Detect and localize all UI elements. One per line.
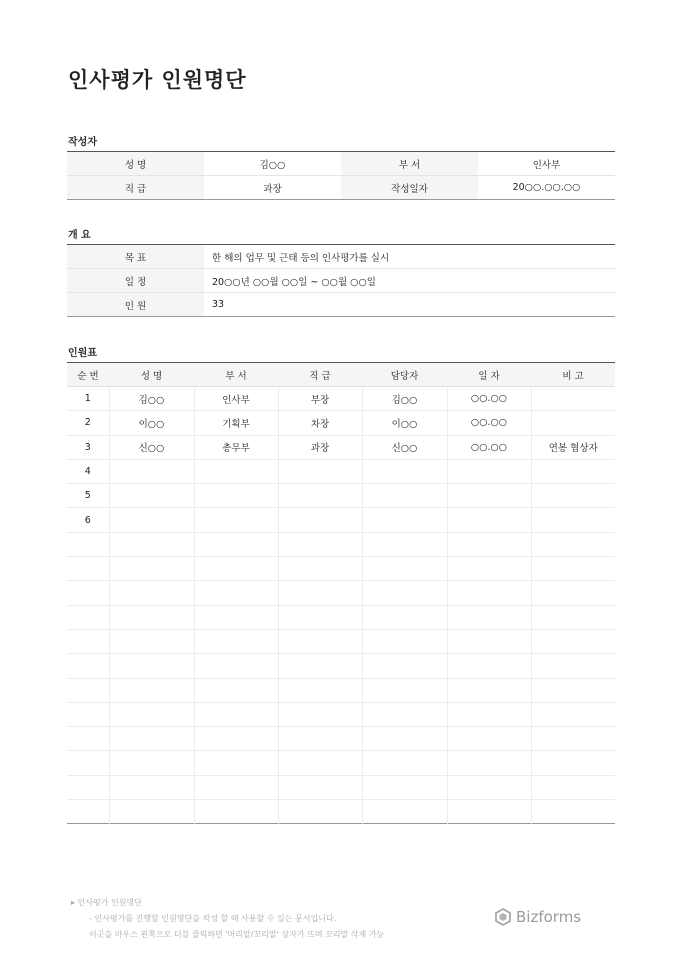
manager-cell (362, 727, 447, 751)
note-cell (531, 557, 615, 581)
seq-cell (67, 678, 109, 702)
note-cell (531, 532, 615, 556)
rank-cell (278, 629, 362, 653)
dept-cell: 인사부 (194, 387, 278, 411)
name-cell (109, 702, 194, 726)
name-cell (109, 605, 194, 629)
rank-cell (278, 702, 362, 726)
overview-row (67, 269, 615, 293)
dept-cell (194, 557, 278, 581)
author-section-label: 작성자 (68, 137, 97, 148)
date-cell (447, 484, 531, 508)
footer-description: - 인사평가를 진행할 인원명단을 작성 할 때 사용할 수 있는 문서입니다. (89, 914, 337, 923)
note-cell (531, 678, 615, 702)
table-row (67, 484, 615, 508)
footer-note (71, 895, 384, 943)
name-cell: 김○○ (109, 387, 194, 411)
dept-cell (194, 751, 278, 775)
seq-cell (67, 605, 109, 629)
manager-cell: 신○○ (362, 435, 447, 459)
manager-cell (362, 581, 447, 605)
overview-table (67, 244, 615, 317)
dept-cell (194, 581, 278, 605)
rank-cell (278, 654, 362, 678)
manager-cell (362, 484, 447, 508)
table-row (67, 581, 615, 605)
name-cell (109, 508, 194, 532)
date-cell (447, 800, 531, 824)
seq-cell (67, 581, 109, 605)
author-date-label: 작성일자 (341, 176, 478, 200)
table-row (67, 435, 615, 459)
seq-cell (67, 629, 109, 653)
bizforms-logo-text: Bizforms (516, 908, 582, 926)
dept-cell (194, 508, 278, 532)
date-cell (447, 508, 531, 532)
manager-cell (362, 702, 447, 726)
overview-section-label: 개 요 (68, 230, 91, 241)
personnel-table (67, 362, 615, 824)
name-cell (109, 459, 194, 483)
header-rank: 직 급 (278, 363, 362, 387)
date-cell (447, 459, 531, 483)
note-cell (531, 751, 615, 775)
note-cell (531, 702, 615, 726)
table-row (67, 411, 615, 435)
table-row (67, 751, 615, 775)
dept-cell (194, 459, 278, 483)
bizforms-logo-icon (494, 908, 512, 926)
table-row (67, 508, 615, 532)
name-cell (109, 775, 194, 799)
name-cell (109, 581, 194, 605)
seq-cell (67, 775, 109, 799)
date-cell (447, 557, 531, 581)
bizforms-logo (494, 908, 581, 926)
overview-row (67, 245, 615, 269)
rank-cell (278, 678, 362, 702)
note-cell (531, 459, 615, 483)
note-cell (531, 387, 615, 411)
overview-row (67, 293, 615, 317)
dept-cell (194, 678, 278, 702)
note-cell (531, 581, 615, 605)
table-row (67, 532, 615, 556)
rank-cell (278, 557, 362, 581)
dept-cell (194, 702, 278, 726)
note-cell: 연봉 협상자 (531, 435, 615, 459)
date-cell (447, 581, 531, 605)
table-row (67, 727, 615, 751)
date-cell: ○○.○○ (447, 435, 531, 459)
date-cell (447, 605, 531, 629)
header-date: 일 자 (447, 363, 531, 387)
rank-cell (278, 727, 362, 751)
overview-headcount-label: 인 원 (67, 293, 204, 317)
seq-cell: 5 (67, 484, 109, 508)
table-row (67, 775, 615, 799)
rank-cell (278, 581, 362, 605)
date-cell (447, 532, 531, 556)
name-cell (109, 557, 194, 581)
name-cell (109, 484, 194, 508)
note-cell (531, 654, 615, 678)
note-cell (531, 629, 615, 653)
name-cell (109, 532, 194, 556)
author-dept-value: 인사부 (478, 152, 615, 176)
manager-cell: 이○○ (362, 411, 447, 435)
seq-cell: 6 (67, 508, 109, 532)
table-row (67, 678, 615, 702)
name-cell (109, 727, 194, 751)
table-header-row (67, 363, 615, 387)
header-dept: 부 서 (194, 363, 278, 387)
rank-cell (278, 484, 362, 508)
dept-cell (194, 775, 278, 799)
author-name-label: 성 명 (67, 152, 204, 176)
dept-cell (194, 654, 278, 678)
date-cell (447, 775, 531, 799)
seq-cell: 4 (67, 459, 109, 483)
manager-cell: 김○○ (362, 387, 447, 411)
overview-schedule-value: 20○○년 ○○월 ○○일 ~ ○○월 ○○일 (204, 269, 615, 293)
seq-cell: 1 (67, 387, 109, 411)
manager-cell (362, 532, 447, 556)
table-row (67, 557, 615, 581)
overview-headcount-value: 33 (204, 293, 615, 317)
author-rank-value: 과장 (204, 176, 341, 200)
seq-cell: 2 (67, 411, 109, 435)
manager-cell (362, 629, 447, 653)
table-row (67, 702, 615, 726)
list-section-label: 인원표 (68, 348, 97, 359)
name-cell: 이○○ (109, 411, 194, 435)
footer-instruction: 이곳을 마우스 왼쪽으로 더블 클릭하면 '머리말/꼬리말' 상자가 뜨며 꼬리말 삭제 가능 (89, 930, 385, 939)
manager-cell (362, 678, 447, 702)
date-cell (447, 751, 531, 775)
table-row (67, 605, 615, 629)
manager-cell (362, 800, 447, 824)
manager-cell (362, 775, 447, 799)
header-note: 비 고 (531, 363, 615, 387)
note-cell (531, 800, 615, 824)
dept-cell: 기획부 (194, 411, 278, 435)
overview-goal-label: 목 표 (67, 245, 204, 269)
name-cell (109, 629, 194, 653)
dept-cell (194, 532, 278, 556)
overview-goal-value: 한 해의 업무 및 근태 등의 인사평가를 실시 (204, 245, 615, 269)
manager-cell (362, 605, 447, 629)
note-cell (531, 727, 615, 751)
name-cell (109, 800, 194, 824)
table-row (67, 459, 615, 483)
note-cell (531, 508, 615, 532)
name-cell (109, 678, 194, 702)
date-cell: ○○.○○ (447, 387, 531, 411)
rank-cell (278, 800, 362, 824)
date-cell (447, 678, 531, 702)
name-cell (109, 654, 194, 678)
dept-cell: 총무부 (194, 435, 278, 459)
rank-cell (278, 751, 362, 775)
rank-cell: 차장 (278, 411, 362, 435)
rank-cell (278, 459, 362, 483)
date-cell (447, 702, 531, 726)
name-cell (109, 751, 194, 775)
dept-cell (194, 629, 278, 653)
dept-cell (194, 605, 278, 629)
table-row (67, 800, 615, 824)
header-name: 성 명 (109, 363, 194, 387)
manager-cell (362, 654, 447, 678)
rank-cell: 부장 (278, 387, 362, 411)
author-row (67, 152, 615, 176)
rank-cell (278, 605, 362, 629)
dept-cell (194, 484, 278, 508)
rank-cell: 과장 (278, 435, 362, 459)
note-cell (531, 411, 615, 435)
seq-cell (67, 654, 109, 678)
overview-schedule-label: 일 정 (67, 269, 204, 293)
author-row (67, 176, 615, 200)
author-date-value: 20○○.○○.○○ (478, 176, 615, 200)
table-row (67, 629, 615, 653)
name-cell: 신○○ (109, 435, 194, 459)
author-rank-label: 직 급 (67, 176, 204, 200)
page-title: 인사평가 인원명단 (68, 68, 247, 92)
rank-cell (278, 508, 362, 532)
note-cell (531, 484, 615, 508)
seq-cell (67, 702, 109, 726)
note-cell (531, 605, 615, 629)
dept-cell (194, 727, 278, 751)
table-row (67, 654, 615, 678)
note-cell (531, 775, 615, 799)
manager-cell (362, 557, 447, 581)
manager-cell (362, 459, 447, 483)
author-name-value: 김○○ (204, 152, 341, 176)
author-table (67, 151, 615, 200)
footer-title: ▸ 인사평가 인원명단 (71, 898, 142, 907)
seq-cell (67, 557, 109, 581)
manager-cell (362, 751, 447, 775)
seq-cell (67, 532, 109, 556)
author-dept-label: 부 서 (341, 152, 478, 176)
seq-cell (67, 800, 109, 824)
seq-cell: 3 (67, 435, 109, 459)
date-cell (447, 654, 531, 678)
rank-cell (278, 775, 362, 799)
date-cell (447, 629, 531, 653)
header-seq: 순 번 (67, 363, 109, 387)
header-manager: 담당자 (362, 363, 447, 387)
date-cell: ○○.○○ (447, 411, 531, 435)
manager-cell (362, 508, 447, 532)
date-cell (447, 727, 531, 751)
dept-cell (194, 800, 278, 824)
table-row (67, 387, 615, 411)
rank-cell (278, 532, 362, 556)
seq-cell (67, 727, 109, 751)
seq-cell (67, 751, 109, 775)
